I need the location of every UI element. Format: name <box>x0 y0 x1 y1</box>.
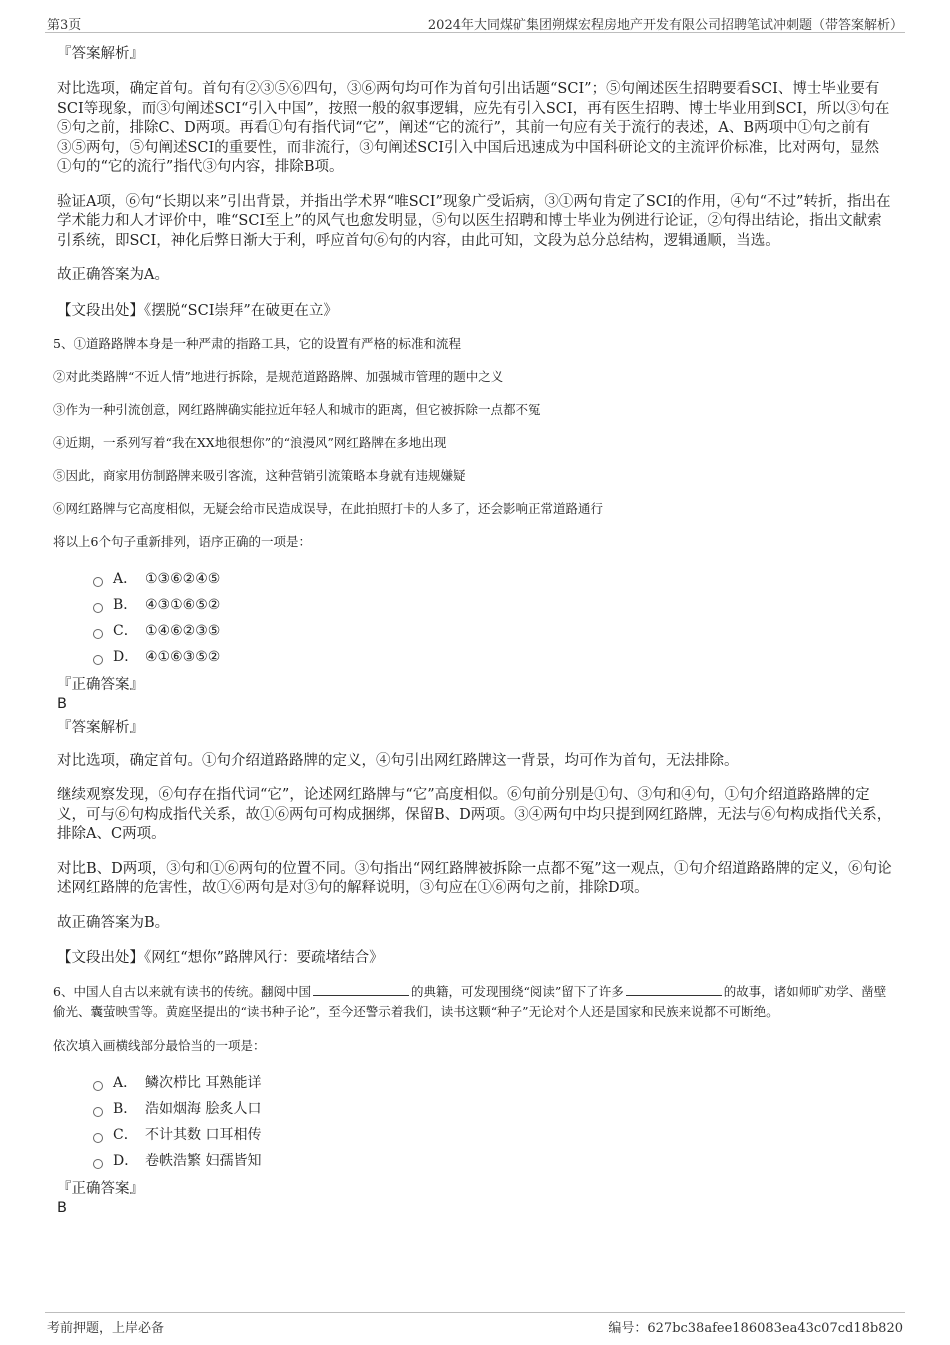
q4-analysis-p1: 对比选项，确定首句。首句有②③⑤⑥四句，③⑥两句均可作为首句引出话题“SCI”；⑤句阐述医生招聘要看SCI、博士毕业要有SCI等现象，而③句阐述SCI“引入中国”，按照一般的叙事逻辑，应先有引入SCI，再有医生招聘、博士毕业用到SCI，所以③句在⑤句之前，排除C、D两项。再看①句有指代词“它”，阐述“它的流行”，其前一句应有关于流行的表述，A、B两项中①句之前有③⑤两句，⑤句阐述SCI的重要性，而非流行，③句阐述SCI引入中国后迅速成为中国科研论文的主流评价标准，比对两句，显然①句的“它的流行”指代③句内容，排除B项。 <box>57 81 890 175</box>
q5-option-d[interactable]: D． ④①⑥③⑤② <box>93 644 893 670</box>
q4-source: 【文段出处】《摆脱“SCI崇拜”在破更在立》 <box>57 302 338 319</box>
radio-icon[interactable] <box>93 577 103 587</box>
q6-prompt: 依次填入画横线部分最恰当的一项是： <box>53 1038 266 1053</box>
document-title: 2024年大同煤矿集团朔煤宏程房地产开发有限公司招聘笔试冲刺题（带答案解析） <box>427 18 903 33</box>
q5-sentence-5: ⑤因此，商家用仿制路牌来吸引客流，这种营销引流策略本身就有违规嫌疑 <box>53 467 466 483</box>
q6-options <box>93 1070 893 1174</box>
q5-analysis-title: 『答案解析』 <box>57 719 144 736</box>
q6-option-c[interactable]: C． 不计其数 口耳相传 <box>93 1122 893 1148</box>
q5-sentence-6: ⑥网红路牌与它高度相似，无疑会给市民造成误导，在此拍照打卡的人多了，还会影响正常道路通行 <box>53 500 604 516</box>
q5-correct-answer: B <box>57 695 67 712</box>
q4-analysis-p3: 故正确答案为A。 <box>57 267 169 283</box>
q5-correct-title: 『正确答案』 <box>57 676 144 693</box>
q5-analysis-p3: 对比B、D两项，③句和①⑥两句的位置不同。③句指出“网红路牌被拆除一点都不冤”这一观点，①句介绍道路路牌的定义，⑥句论述网红路牌的危害性，故①⑥两句是对③句的解释说明，③句应在①⑥两句之前，排除D项。 <box>57 860 892 896</box>
q5-prompt: 将以上6个句子重新排列，语序正确的一项是： <box>53 533 311 549</box>
q5-sentence-3: ③作为一种引流创意，网红路牌确实能拉近年轻人和城市的距离，但它被拆除一点都不冤 <box>53 401 541 417</box>
q5-option-c[interactable]: C． ①④⑥②③⑤ <box>93 618 893 644</box>
document-id: 编号：627bc38afee186083ea43c07cd18b820 <box>608 1321 903 1336</box>
radio-icon[interactable] <box>93 1159 103 1169</box>
q5-option-b[interactable]: B． ④③①⑥⑤② <box>93 592 893 618</box>
radio-icon[interactable] <box>93 629 103 639</box>
radio-icon[interactable] <box>93 603 103 613</box>
blank-2 <box>626 983 722 996</box>
q4-analysis-p2: 验证A项，⑥句“长期以来”引出背景，并指出学术界“唯SCI”现象广受诟病，③①两句肯定了SCI的作用，④句“不过”转折，指出在学术能力和人才评价中，唯“SCI至上”的风气也愈发明显，⑤句以医生招聘和博士毕业为例进行论证，②句得出结论，指出文献索引系统，即SCI，神化后弊日渐大于利，呼应首句⑥句的内容，由此可知，文段为总分总结构，逻辑通顺，当选。 <box>57 193 891 249</box>
q5-sentence-4: ④近期，一系列写着“我在XX地很想你”的“浪漫风”网红路牌在多地出现 <box>53 434 447 450</box>
q5-analysis-p4: 故正确答案为B。 <box>57 914 170 931</box>
radio-icon[interactable] <box>93 655 103 665</box>
q5-analysis-p1: 对比选项，确定首句。①句介绍道路路牌的定义，④句引出网红路牌这一背景，均可作为首句，无法排除。 <box>57 752 739 769</box>
q6-option-a[interactable]: A． 鳞次栉比 耳熟能详 <box>93 1070 893 1096</box>
q6-option-d[interactable]: D． 卷帙浩繁 妇孺皆知 <box>93 1148 893 1174</box>
q5-analysis-p2: 继续观察发现，⑥句存在指代词“它”，论述网红路牌与“它”高度相似。⑥句前分别是①句、③句和④句，①句介绍道路路牌的定义，可与⑥句构成指代关系，故①⑥两句可构成捆绑，保留B、D两项。③④两句中均只提到网红路牌，无法与⑥句构成指代关系，排除A、C两项。 <box>57 787 892 842</box>
q5-sentence-1: 5、①道路路牌本身是一种严肃的指路工具，它的设置有严格的标准和流程 <box>53 335 461 351</box>
radio-icon[interactable] <box>93 1081 103 1091</box>
q5-option-a[interactable]: A． ①③⑥②④⑤ <box>93 566 893 592</box>
q5-source: 【文段出处】《网红“想你”路牌风行：要疏堵结合》 <box>57 950 384 966</box>
q6-stem: 6、中国人自古以来就有读书的传统。翻阅中国 的典籍，可发现围绕“阅读”留下了许多 的故事，诸如师旷劝学、凿壁偷光、囊萤映雪等。黄庭坚提出的“读书种子论”，至今还警示着我们，读书这颗“种子”无论对个人还是国家和民族来说都不可断绝。 <box>53 984 887 1019</box>
q6-correct-title: 『正确答案』 <box>57 1181 144 1197</box>
footer-slogan: 考前押题，上岸必备 <box>47 1321 165 1336</box>
q6-correct-answer: B <box>57 1200 67 1216</box>
q5-sentence-2: ②对此类路牌“不近人情”地进行拆除，是规范道路路牌、加强城市管理的题中之义 <box>53 368 504 384</box>
blank-1 <box>313 983 409 996</box>
q4-analysis-title: 『答案解析』 <box>57 46 144 62</box>
page-content <box>53 44 893 1222</box>
page-number: 第3页 <box>47 18 82 33</box>
page-header <box>45 12 905 33</box>
q6-option-b[interactable]: B． 浩如烟海 脍炙人口 <box>93 1096 893 1122</box>
q5-options <box>93 566 893 670</box>
radio-icon[interactable] <box>93 1107 103 1117</box>
radio-icon[interactable] <box>93 1133 103 1143</box>
page-footer <box>45 1312 905 1337</box>
